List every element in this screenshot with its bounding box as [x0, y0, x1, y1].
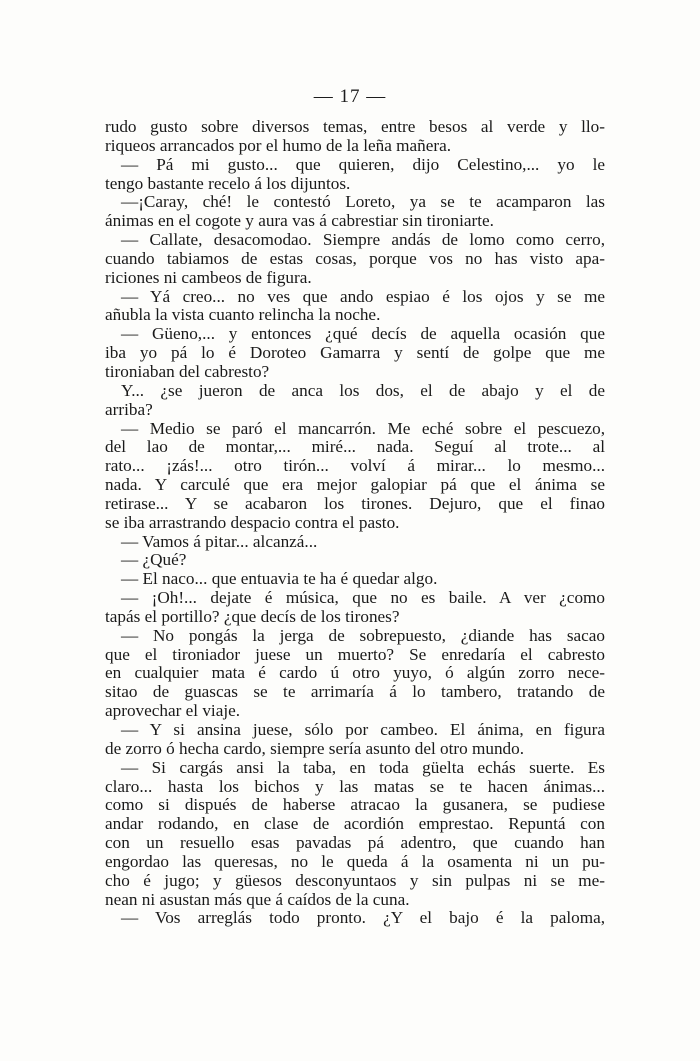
text-line: arriba? — [105, 399, 153, 419]
text-line: se iba arrastrando despacio contra el pasto. — [105, 512, 400, 532]
text-line: claro... hasta los bichos y las matas se te hacen ánimas... — [105, 776, 605, 796]
text-line: andar rodando, en clase de acordión emprestao. Repuntá con — [105, 814, 605, 834]
body-text — [105, 118, 605, 928]
text-line: iba yo pá lo é Doroteo Gamarra y sentí de golpe que me — [105, 343, 605, 363]
text-line: sitao de guascas se te arrimaría á lo tambero, tratando de — [105, 682, 605, 702]
text-line: — ¡Oh!... dejate é música, que no es baile. A ver ¿como — [121, 588, 605, 608]
text-line: engordao las queresas, no le queda á la osamenta ni un pu- — [105, 851, 605, 871]
text-line: riciones ni cambeos de figura. — [105, 267, 312, 287]
text-line: aprovechar el viaje. — [105, 701, 241, 721]
text-line: Y... ¿se jueron de anca los dos, el de abajo y el de — [121, 380, 605, 400]
text-line: — Vos arreglás todo pronto. ¿Y el bajo é la paloma, — [121, 908, 605, 928]
text-line: — Pá mi gusto... que quieren, dijo Celestino,... yo le — [121, 154, 605, 174]
text-line: retirase... Y se acabaron los tirones. Dejuro, que el finao — [105, 493, 605, 513]
text-line: — Yá creo... no ves que ando espiao é los ojos y se me — [121, 286, 605, 306]
text-line: rudo gusto sobre diversos temas, entre besos al verde y llo- — [105, 117, 605, 136]
text-line: tironiaban del cabresto? — [105, 361, 270, 381]
text-line: — Callate, desacomodao. Siempre andás de lomo como cerro, — [121, 230, 605, 250]
text-line: — Güeno,... y entonces ¿qué decís de aquella ocasión que — [121, 324, 605, 344]
text-line: —¡Caray, ché! le contestó Loreto, ya se te acamparon las — [121, 192, 605, 212]
text-line: del lao de montar,... miré... nada. Seguí al trote... al — [105, 437, 605, 457]
text-line: con un resuello esas pavadas pá adentro, que cuando han — [105, 833, 605, 853]
text-line: cuando tabiamos de estas cosas, porque vos no has visto apa- — [105, 248, 605, 268]
text-line: — ¿Qué? — [121, 550, 187, 570]
text-line: que el tironiador juese un muerto? Se enredaría el cabresto — [105, 644, 605, 664]
text-line: cho é jugo; y güesos desconyuntaos y sin pulpas ni se me- — [105, 870, 605, 890]
text-line: añubla la vista cuanto relincha la noche. — [105, 305, 381, 325]
text-line: — El naco... que entuavia te ha é quedar algo. — [121, 569, 438, 589]
text-line: como si dispués de haberse atracao la gusanera, se pudiese — [105, 795, 605, 815]
text-line: — Medio se paró el mancarrón. Me eché sobre el pescuezo, — [121, 418, 605, 438]
text-line: — Vamos á pitar... alcanzá... — [121, 531, 318, 551]
text-line: — Si cargás ansi la taba, en toda güelta echás suerte. Es — [121, 757, 605, 777]
text-line: tapás el portillo? ¿que decís de los tirones? — [105, 606, 400, 626]
text-line: nada. Y carculé que era mejor galopiar pá que el ánima se — [105, 475, 605, 495]
text-line: tengo bastante recelo á los dijuntos. — [105, 173, 351, 193]
page-number: — 17 — — [313, 86, 387, 107]
text-line: — Y si ansina juese, sólo por cambeo. El ánima, en figura — [121, 720, 605, 739]
text-line: riqueos arrancados por el humo de la leña mañera. — [105, 135, 451, 155]
text-line: — No pongás la jerga de sobrepuesto, ¿diande has sacao — [121, 625, 605, 645]
text-line: ánimas en el cogote y aura vas á cabrestiar sin tironiarte. — [105, 211, 494, 231]
text-line: de zorro ó hecha cardo, siempre sería asunto del otro mundo. — [105, 738, 525, 758]
text-line: en cualquier mata é cardo ú otro yuyo, ó algún zorro nece- — [105, 663, 605, 683]
text-line: rato... ¡zás!... otro tirón... volví á mirar... lo mesmo... — [105, 456, 605, 476]
text-line: nean ni asustan más que á caídos de la cuna. — [105, 889, 410, 909]
